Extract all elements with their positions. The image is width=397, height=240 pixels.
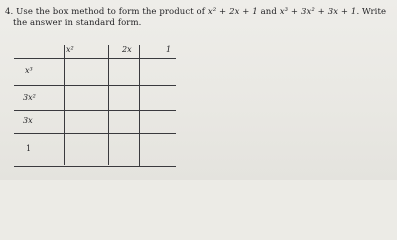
v-line-3: [139, 45, 140, 167]
h-line-2: [14, 85, 176, 86]
row-header-1: x³: [25, 66, 33, 75]
col-header-1: x²: [66, 45, 74, 54]
box-method-table: [14, 45, 176, 168]
question-text-2: . Write: [356, 7, 387, 17]
row-header-2: 3x²: [23, 93, 36, 102]
col-header-3: 1: [166, 45, 172, 54]
h-line-3: [14, 110, 176, 111]
question-line-1: [5, 7, 386, 18]
v-line-1: [64, 45, 65, 165]
col-header-2: 2x: [122, 45, 132, 54]
polynomial-2: x³ + 3x² + 3x + 1: [279, 7, 357, 17]
h-line-1: [14, 58, 176, 59]
v-line-2: [108, 45, 109, 165]
h-line-4: [14, 133, 176, 134]
row-header-4: 1: [26, 144, 32, 153]
question-text-1: Use the box method to form the product of: [16, 7, 206, 17]
and-word: and: [260, 7, 277, 17]
row-header-3: 3x: [23, 116, 33, 125]
question-number: 4.: [5, 7, 14, 17]
polynomial-1: x² + 2x + 1: [207, 7, 258, 17]
h-line-5: [14, 166, 176, 167]
question-line-2: the answer in standard form.: [13, 18, 142, 28]
